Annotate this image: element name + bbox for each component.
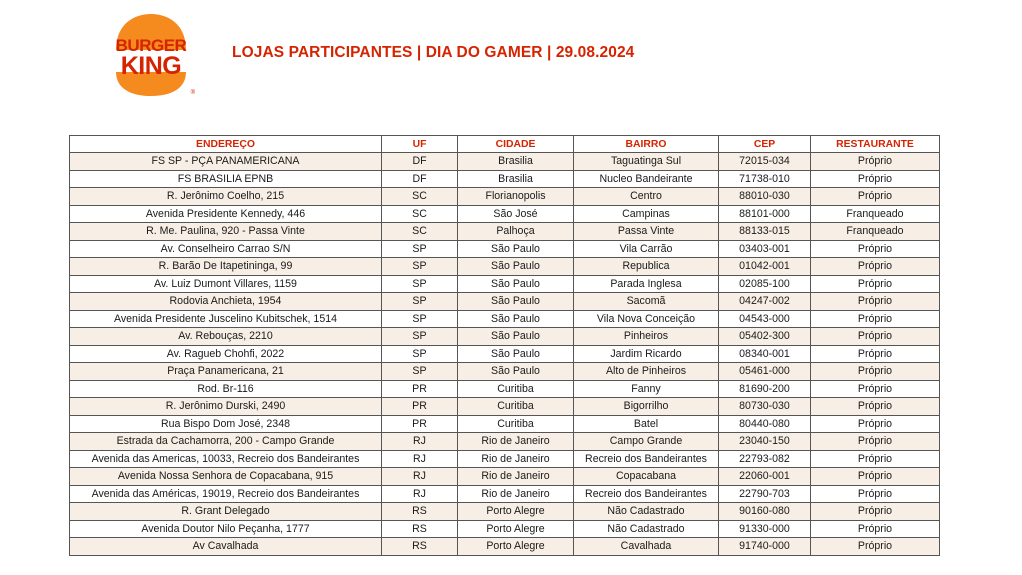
cell-restaurante: Próprio xyxy=(811,538,940,556)
table-row xyxy=(70,223,940,241)
cell-cidade: Rio de Janeiro xyxy=(458,485,574,503)
cell-uf: SP xyxy=(382,310,458,328)
cell-cep: 72015-034 xyxy=(719,153,811,171)
table-row xyxy=(70,538,940,556)
cell-restaurante: Próprio xyxy=(811,363,940,381)
cell-cep: 91330-000 xyxy=(719,520,811,538)
cell-restaurante: Próprio xyxy=(811,293,940,311)
cell-cep: 05461-000 xyxy=(719,363,811,381)
cell-restaurante: Próprio xyxy=(811,328,940,346)
stores-table xyxy=(69,135,940,556)
cell-cidade: Rio de Janeiro xyxy=(458,450,574,468)
page-title: LOJAS PARTICIPANTES | DIA DO GAMER | 29.08.2024 xyxy=(232,44,635,61)
cell-bairro: Sacomã xyxy=(574,293,719,311)
cell-bairro: Copacabana xyxy=(574,468,719,486)
table-row xyxy=(70,345,940,363)
cell-cidade: São Paulo xyxy=(458,363,574,381)
cell-bairro: Passa Vinte xyxy=(574,223,719,241)
cell-endereco: FS BRASILIA EPNB xyxy=(70,170,382,188)
cell-cidade: Curitiba xyxy=(458,415,574,433)
cell-endereco: Estrada da Cachamorra, 200 - Campo Grande xyxy=(70,433,382,451)
cell-endereco: Avenida das Américas, 19019, Recreio dos Bandeirantes xyxy=(70,485,382,503)
table-row xyxy=(70,468,940,486)
cell-endereco: Av Cavalhada xyxy=(70,538,382,556)
cell-uf: SP xyxy=(382,328,458,346)
cell-endereco: Avenida Doutor Nilo Peçanha, 1777 xyxy=(70,520,382,538)
cell-cep: 80440-080 xyxy=(719,415,811,433)
cell-endereco: R. Grant Delegado xyxy=(70,503,382,521)
cell-uf: SP xyxy=(382,345,458,363)
table-row xyxy=(70,328,940,346)
cell-uf: RS xyxy=(382,503,458,521)
cell-restaurante: Próprio xyxy=(811,415,940,433)
cell-cep: 22060-001 xyxy=(719,468,811,486)
cell-bairro: Vila Nova Conceição xyxy=(574,310,719,328)
cell-cep: 71738-010 xyxy=(719,170,811,188)
cell-bairro: Não Cadastrado xyxy=(574,503,719,521)
cell-cep: 88010-030 xyxy=(719,188,811,206)
cell-uf: PR xyxy=(382,415,458,433)
cell-cidade: São Paulo xyxy=(458,345,574,363)
cell-uf: RJ xyxy=(382,468,458,486)
cell-endereco: Avenida Presidente Kennedy, 446 xyxy=(70,205,382,223)
cell-endereco: Avenida das Americas, 10033, Recreio dos Bandeirantes xyxy=(70,450,382,468)
table-row xyxy=(70,258,940,276)
cell-bairro: Alto de Pinheiros xyxy=(574,363,719,381)
cell-restaurante: Próprio xyxy=(811,258,940,276)
cell-restaurante: Próprio xyxy=(811,345,940,363)
cell-uf: RS xyxy=(382,520,458,538)
cell-cidade: Porto Alegre xyxy=(458,503,574,521)
cell-uf: SP xyxy=(382,275,458,293)
cell-uf: RS xyxy=(382,538,458,556)
cell-cidade: São Paulo xyxy=(458,240,574,258)
cell-cidade: Curitiba xyxy=(458,398,574,416)
cell-cidade: Brasilia xyxy=(458,153,574,171)
header-cep: CEP xyxy=(719,136,811,153)
cell-endereco: Avenida Nossa Senhora de Copacabana, 915 xyxy=(70,468,382,486)
cell-uf: RJ xyxy=(382,485,458,503)
cell-bairro: Campinas xyxy=(574,205,719,223)
cell-endereco: Avenida Presidente Juscelino Kubitschek, 1514 xyxy=(70,310,382,328)
cell-bairro: Cavalhada xyxy=(574,538,719,556)
cell-bairro: Jardim Ricardo xyxy=(574,345,719,363)
table-row xyxy=(70,398,940,416)
registered-mark: ® xyxy=(190,90,195,96)
cell-bairro: Parada Inglesa xyxy=(574,275,719,293)
cell-restaurante: Próprio xyxy=(811,450,940,468)
cell-endereco: Av. Luiz Dumont Villares, 1159 xyxy=(70,275,382,293)
cell-bairro: Não Cadastrado xyxy=(574,520,719,538)
cell-uf: DF xyxy=(382,170,458,188)
cell-cidade: Rio de Janeiro xyxy=(458,468,574,486)
header-restaurante: RESTAURANTE xyxy=(811,136,940,153)
header-cidade: CIDADE xyxy=(458,136,574,153)
cell-cep: 01042-001 xyxy=(719,258,811,276)
cell-restaurante: Próprio xyxy=(811,468,940,486)
cell-restaurante: Próprio xyxy=(811,240,940,258)
cell-endereco: R. Jerônimo Coelho, 215 xyxy=(70,188,382,206)
cell-cidade: Curitiba xyxy=(458,380,574,398)
cell-bairro: Fanny xyxy=(574,380,719,398)
cell-restaurante: Próprio xyxy=(811,503,940,521)
table-row xyxy=(70,188,940,206)
cell-cidade: Brasilia xyxy=(458,170,574,188)
cell-cidade: Rio de Janeiro xyxy=(458,433,574,451)
cell-uf: SP xyxy=(382,258,458,276)
cell-cep: 04543-000 xyxy=(719,310,811,328)
cell-bairro: Vila Carrão xyxy=(574,240,719,258)
table-row xyxy=(70,240,940,258)
cell-restaurante: Próprio xyxy=(811,398,940,416)
cell-cep: 88101-000 xyxy=(719,205,811,223)
table-row xyxy=(70,485,940,503)
cell-cep: 03403-001 xyxy=(719,240,811,258)
burger-king-logo xyxy=(110,12,195,98)
cell-bairro: Recreio dos Bandeirantes xyxy=(574,485,719,503)
cell-endereco: Rod. Br-116 xyxy=(70,380,382,398)
table-row xyxy=(70,363,940,381)
header-uf: UF xyxy=(382,136,458,153)
cell-cidade: São Paulo xyxy=(458,310,574,328)
table-row xyxy=(70,520,940,538)
cell-cep: 80730-030 xyxy=(719,398,811,416)
cell-endereco: Rodovia Anchieta, 1954 xyxy=(70,293,382,311)
cell-bairro: Campo Grande xyxy=(574,433,719,451)
cell-cep: 90160-080 xyxy=(719,503,811,521)
cell-bairro: Batel xyxy=(574,415,719,433)
cell-restaurante: Próprio xyxy=(811,380,940,398)
table-row xyxy=(70,380,940,398)
cell-cep: 02085-100 xyxy=(719,275,811,293)
cell-restaurante: Próprio xyxy=(811,485,940,503)
cell-cidade: São Paulo xyxy=(458,293,574,311)
cell-uf: SC xyxy=(382,223,458,241)
cell-cep: 05402-300 xyxy=(719,328,811,346)
cell-endereco: Praça Panamericana, 21 xyxy=(70,363,382,381)
cell-restaurante: Próprio xyxy=(811,170,940,188)
table-row xyxy=(70,450,940,468)
cell-restaurante: Franqueado xyxy=(811,223,940,241)
cell-cidade: Florianopolis xyxy=(458,188,574,206)
cell-restaurante: Próprio xyxy=(811,275,940,293)
cell-bairro: Centro xyxy=(574,188,719,206)
cell-cep: 81690-200 xyxy=(719,380,811,398)
table-row xyxy=(70,170,940,188)
cell-uf: RJ xyxy=(382,433,458,451)
table-row xyxy=(70,310,940,328)
cell-cep: 91740-000 xyxy=(719,538,811,556)
cell-uf: SP xyxy=(382,293,458,311)
cell-cidade: São Paulo xyxy=(458,275,574,293)
cell-endereco: R. Me. Paulina, 920 - Passa Vinte xyxy=(70,223,382,241)
cell-cep: 22793-082 xyxy=(719,450,811,468)
cell-uf: SP xyxy=(382,240,458,258)
cell-bairro: Taguatinga Sul xyxy=(574,153,719,171)
header-endereco: ENDEREÇO xyxy=(70,136,382,153)
table-row xyxy=(70,275,940,293)
table-row xyxy=(70,503,940,521)
cell-cidade: Palhoça xyxy=(458,223,574,241)
cell-cidade: São Paulo xyxy=(458,328,574,346)
cell-uf: PR xyxy=(382,380,458,398)
cell-cep: 08340-001 xyxy=(719,345,811,363)
cell-endereco: Av. Ragueb Chohfi, 2022 xyxy=(70,345,382,363)
cell-cep: 04247-002 xyxy=(719,293,811,311)
cell-cep: 22790-703 xyxy=(719,485,811,503)
cell-bairro: Bigorrilho xyxy=(574,398,719,416)
cell-bairro: Pinheiros xyxy=(574,328,719,346)
table-row xyxy=(70,415,940,433)
cell-cep: 88133-015 xyxy=(719,223,811,241)
cell-endereco: Rua Bispo Dom José, 2348 xyxy=(70,415,382,433)
header-bairro: BAIRRO xyxy=(574,136,719,153)
cell-restaurante: Próprio xyxy=(811,433,940,451)
cell-uf: RJ xyxy=(382,450,458,468)
cell-endereco: R. Barão De Itapetininga, 99 xyxy=(70,258,382,276)
cell-endereco: Av. Rebouças, 2210 xyxy=(70,328,382,346)
cell-uf: SC xyxy=(382,188,458,206)
cell-endereco: FS SP - PÇA PANAMERICANA xyxy=(70,153,382,171)
cell-restaurante: Próprio xyxy=(811,188,940,206)
cell-cidade: Porto Alegre xyxy=(458,520,574,538)
cell-bairro: Nucleo Bandeirante xyxy=(574,170,719,188)
logo-text-burger: BURGER xyxy=(115,36,187,55)
cell-restaurante: Próprio xyxy=(811,153,940,171)
table-row xyxy=(70,433,940,451)
cell-uf: SP xyxy=(382,363,458,381)
cell-endereco: Av. Conselheiro Carrao S/N xyxy=(70,240,382,258)
logo-text-king: KING xyxy=(120,52,182,80)
cell-bairro: Recreio dos Bandeirantes xyxy=(574,450,719,468)
cell-cidade: São José xyxy=(458,205,574,223)
cell-bairro: Republica xyxy=(574,258,719,276)
table-row xyxy=(70,205,940,223)
cell-endereco: R. Jerônimo Durski, 2490 xyxy=(70,398,382,416)
cell-restaurante: Franqueado xyxy=(811,205,940,223)
cell-cep: 23040-150 xyxy=(719,433,811,451)
cell-restaurante: Próprio xyxy=(811,520,940,538)
cell-uf: PR xyxy=(382,398,458,416)
cell-restaurante: Próprio xyxy=(811,310,940,328)
cell-uf: DF xyxy=(382,153,458,171)
table-row xyxy=(70,153,940,171)
cell-cidade: Porto Alegre xyxy=(458,538,574,556)
cell-uf: SC xyxy=(382,205,458,223)
table-row xyxy=(70,293,940,311)
cell-cidade: São Paulo xyxy=(458,258,574,276)
table-header-row xyxy=(70,136,940,153)
